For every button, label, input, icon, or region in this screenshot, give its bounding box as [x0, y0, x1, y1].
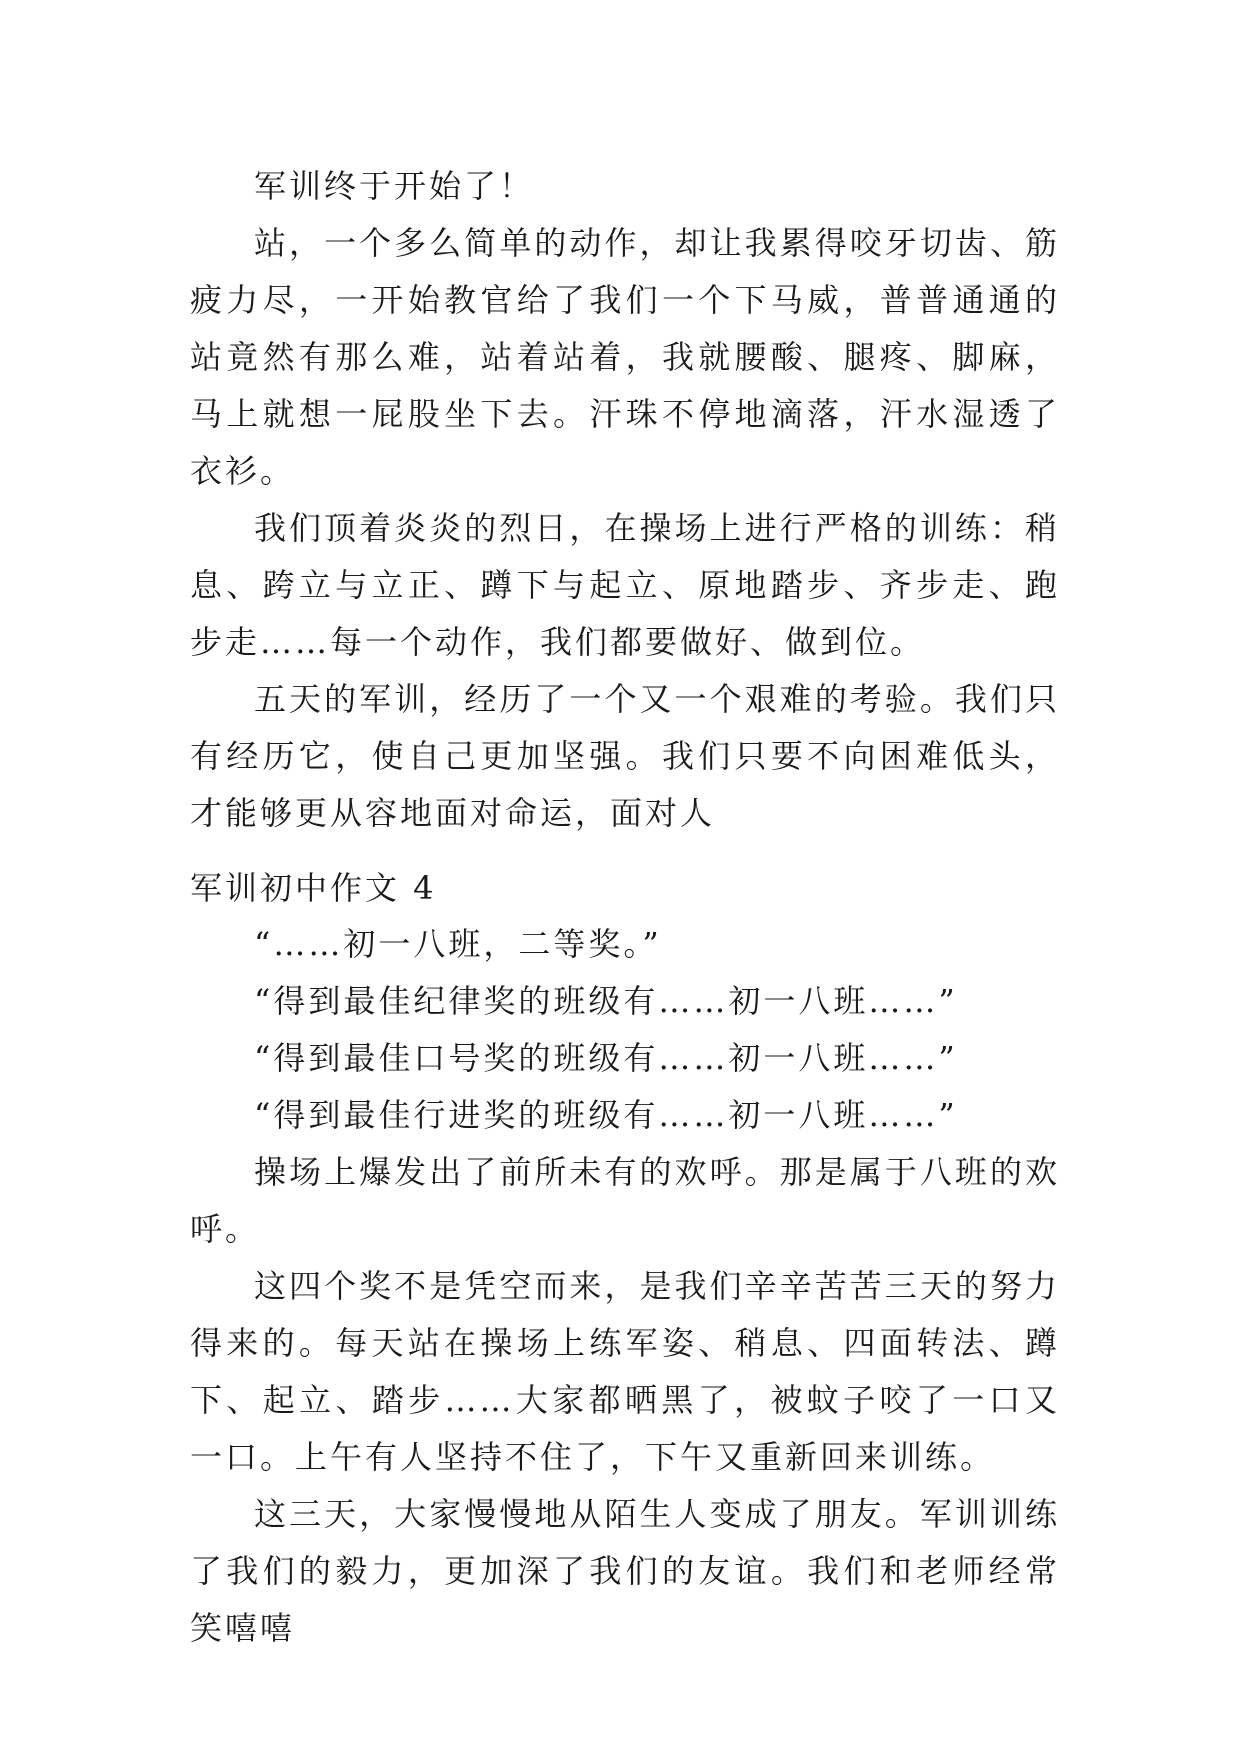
paragraph: 军训终于开始了！ [254, 167, 535, 205]
essay-4-title: 军训初中作文 4 [190, 869, 437, 907]
paragraph: 这三天，大家慢慢地从陌生人变成了朋友。军训训练了我们的毅力，更加深了我们的友谊。我们和老师经常笑嘻嘻 [190, 1495, 1060, 1647]
paragraph: “得到最佳纪律奖的班级有……初一八班……” [254, 982, 958, 1020]
paragraph: “得到最佳口号奖的班级有……初一八班……” [254, 1039, 958, 1077]
paragraph: 站，一个多么简单的动作，却让我累得咬牙切齿、筋疲力尽，一开始教官给了我们一个下马威，普普通通的站竟然有那么难，站着站着，我就腰酸、腿疼、脚麻，马上就想一屁股坐下去。汗珠不停地滴落，汗水湿透了衣衫。 [190, 224, 1060, 490]
essay-3-body [190, 158, 1060, 842]
paragraph: 这四个奖不是凭空而来，是我们辛辛苦苦三天的努力得来的。每天站在操场上练军姿、稍息、四面转法、蹲下、起立、踏步……大家都晒黑了，被蚊子咬了一口又一口。上午有人坚持不住了，下午又重新回来训练。 [190, 1267, 1060, 1476]
essay-4-body [190, 916, 1060, 1657]
paragraph: “得到最佳行进奖的班级有……初一八班……” [254, 1096, 958, 1134]
paragraph: “……初一八班，二等奖。” [254, 925, 662, 963]
paragraph: 五天的军训，经历了一个又一个艰难的考验。我们只有经历它，使自己更加坚强。我们只要不向困难低头，才能够更从容地面对命运，面对人 [190, 680, 1060, 832]
paragraph: 操场上爆发出了前所未有的欢呼。那是属于八班的欢呼。 [190, 1153, 1060, 1248]
paragraph: 我们顶着炎炎的烈日，在操场上进行严格的训练：稍息、跨立与立正、蹲下与起立、原地踏步、齐步走、跑步走……每一个动作，我们都要做好、做到位。 [190, 509, 1060, 661]
